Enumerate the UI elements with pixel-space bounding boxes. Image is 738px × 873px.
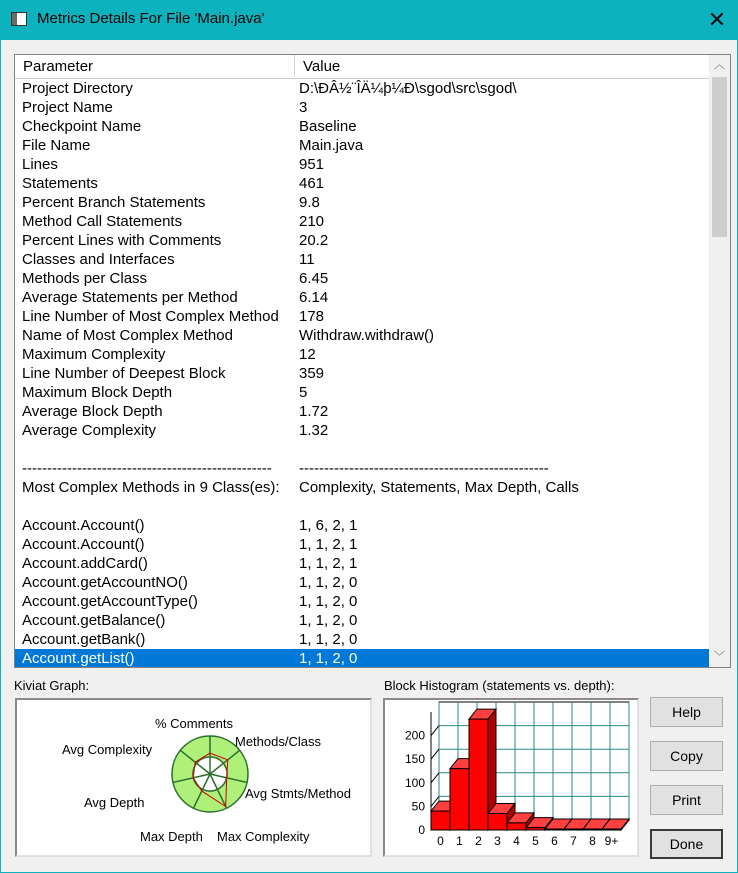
block-histogram [383, 698, 639, 857]
kiviat-svg [17, 700, 370, 855]
metrics-list[interactable] [14, 54, 731, 668]
row-value: 1, 1, 2, 0 [299, 631, 358, 648]
list-row[interactable] [15, 497, 709, 516]
title-bar[interactable] [0, 0, 738, 40]
kiviat-axis-label: Max Depth [140, 829, 203, 844]
row-parameter: Statements [22, 175, 98, 192]
kiviat-axis-label: % Comments [155, 716, 234, 731]
row-value: 20.2 [299, 232, 329, 249]
list-row[interactable] [15, 269, 709, 288]
list-row[interactable] [15, 440, 709, 459]
row-parameter: Average Complexity [22, 422, 156, 439]
row-parameter: Account.Account() [22, 536, 145, 553]
kiviat-label: Kiviat Graph: [14, 678, 90, 693]
kiviat-axis-label: Avg Depth [84, 795, 145, 810]
kiviat-axis-label: Methods/Class [235, 734, 321, 749]
row-value: 1, 6, 2, 1 [299, 517, 358, 534]
histogram-x-tick-label: 1 [456, 834, 463, 848]
row-parameter: Maximum Block Depth [22, 384, 173, 401]
row-parameter: Account.getAccountType() [22, 593, 198, 610]
close-button[interactable]: ✕ [707, 7, 727, 32]
list-row[interactable] [15, 307, 709, 326]
row-parameter: Account.getAccountNO() [22, 574, 188, 591]
row-value: 5 [299, 384, 308, 401]
list-header [15, 55, 709, 79]
list-row[interactable] [15, 592, 709, 611]
list-row[interactable] [15, 174, 709, 193]
row-value: 9.8 [299, 194, 320, 211]
list-row[interactable] [15, 288, 709, 307]
row-parameter: Average Statements per Method [22, 289, 238, 306]
histogram-x-tick-label: 9+ [604, 834, 619, 848]
row-parameter: Project Name [22, 99, 113, 116]
list-row[interactable] [15, 79, 709, 98]
list-row[interactable] [15, 383, 709, 402]
row-parameter: Method Call Statements [22, 213, 183, 230]
done-button[interactable]: Done [650, 829, 723, 859]
list-row[interactable] [15, 98, 709, 117]
row-parameter: Checkpoint Name [22, 118, 142, 135]
list-row[interactable] [15, 136, 709, 155]
row-parameter: Average Block Depth [22, 403, 163, 420]
scroll-down-icon[interactable]: ﹀ [714, 651, 725, 663]
histogram-y-tick-label: 0 [418, 823, 425, 837]
histogram-y-tick-label: 150 [404, 752, 425, 767]
histogram-x-tick-label: 6 [551, 834, 558, 848]
row-value: 951 [299, 156, 325, 173]
row-parameter: Account.getBank() [22, 631, 146, 648]
list-row[interactable] [15, 611, 709, 630]
row-value: 359 [299, 365, 325, 382]
kiviat-graph [15, 698, 372, 857]
row-value: 210 [299, 213, 325, 230]
histogram-x-tick-label: 2 [475, 834, 482, 848]
list-row[interactable] [15, 573, 709, 592]
row-value: 178 [299, 308, 325, 325]
list-row[interactable] [15, 459, 709, 478]
row-value: 1.32 [299, 422, 329, 439]
list-row[interactable] [15, 478, 709, 497]
kiviat-axis-label: Avg Complexity [62, 742, 153, 757]
kiviat-axis-label: Avg Stmts/Method [245, 786, 351, 801]
list-row[interactable] [15, 250, 709, 269]
row-parameter: Account.getList() [22, 650, 135, 667]
histogram-tick-line [431, 773, 439, 783]
list-rows [15, 79, 709, 668]
histogram-x-tick-label: 5 [532, 834, 539, 848]
histogram-svg [385, 700, 637, 855]
row-value: 3 [299, 99, 308, 116]
help-button[interactable]: Help [650, 697, 723, 727]
row-parameter: Lines [22, 156, 58, 173]
row-parameter: Account.getBalance() [22, 612, 166, 629]
list-row[interactable] [15, 231, 709, 250]
histogram-y-tick-label: 200 [404, 728, 425, 743]
row-value: Baseline [299, 118, 357, 135]
row-parameter: Maximum Complexity [22, 346, 166, 363]
list-row[interactable] [15, 421, 709, 440]
window-title: Metrics Details For File 'Main.java' [37, 10, 265, 27]
histogram-tick-line [431, 749, 439, 759]
histogram-x-tick-label: 0 [437, 834, 444, 848]
histogram-label: Block Histogram (statements vs. depth): [384, 678, 615, 693]
list-row[interactable] [15, 326, 709, 345]
list-row[interactable] [15, 212, 709, 231]
row-parameter: Account.addCard() [22, 555, 148, 572]
list-row[interactable] [15, 535, 709, 554]
list-row[interactable] [15, 117, 709, 136]
list-row[interactable] [15, 155, 709, 174]
kiviat-axis-label: Max Complexity [217, 829, 310, 844]
list-row[interactable] [15, 554, 709, 573]
row-value: 1, 1, 2, 1 [299, 555, 358, 572]
histogram-x-tick-label: 8 [589, 834, 596, 848]
row-value: 12 [299, 346, 316, 363]
row-parameter: Line Number of Deepest Block [22, 365, 226, 382]
row-parameter: Line Number of Most Complex Method [22, 308, 279, 325]
histogram-tick-line [431, 726, 439, 736]
row-parameter: Methods per Class [22, 270, 148, 287]
row-parameter: File Name [22, 137, 91, 154]
scroll-up-icon[interactable]: ︿ [714, 59, 725, 71]
row-value: D:\ÐÂ½¨ÎÄ¼þ¼Ð\sgod\src\sgod\ [299, 80, 517, 97]
row-value: 11 [299, 251, 315, 268]
row-value: 6.14 [299, 289, 329, 306]
row-value: Withdraw.withdraw() [299, 327, 435, 344]
copy-button[interactable]: Copy [650, 741, 723, 771]
list-row[interactable] [15, 516, 709, 535]
row-parameter: Classes and Interfaces [22, 251, 175, 268]
list-row[interactable] [15, 193, 709, 212]
row-value: 461 [299, 175, 325, 192]
vertical-scrollbar[interactable] [709, 55, 730, 667]
row-parameter: Name of Most Complex Method [22, 327, 233, 344]
row-parameter: -------------------------------------------------- [22, 460, 272, 477]
row-value: 1, 1, 2, 0 [299, 574, 358, 591]
column-header-value[interactable]: Value [303, 58, 341, 75]
histogram-x-tick-label: 4 [513, 834, 520, 848]
list-row[interactable] [15, 402, 709, 421]
row-value: 1.72 [299, 403, 329, 420]
histogram-y-tick-label: 100 [404, 775, 425, 790]
row-value: -------------------------------------------------- [299, 460, 549, 477]
row-parameter: Account.Account() [22, 517, 145, 534]
row-value: 6.45 [299, 270, 329, 287]
list-row[interactable] [15, 630, 709, 649]
row-value: 1, 1, 2, 0 [299, 593, 358, 610]
window-icon [11, 12, 27, 26]
row-parameter: Most Complex Methods in 9 Class(es): [22, 479, 280, 496]
histogram-y-tick-label: 50 [411, 799, 425, 814]
row-value: 1, 1, 2, 0 [299, 612, 358, 629]
histogram-x-tick-label: 3 [494, 834, 501, 848]
list-row[interactable] [15, 364, 709, 383]
row-value: Main.java [299, 137, 364, 154]
row-value: 1, 1, 2, 0 [299, 650, 358, 667]
row-parameter: Project Directory [22, 80, 133, 97]
row-parameter: Percent Branch Statements [22, 194, 206, 211]
row-value: Complexity, Statements, Max Depth, Calls [299, 479, 579, 496]
print-button[interactable]: Print [650, 785, 723, 815]
histogram-x-tick-label: 7 [570, 834, 577, 848]
column-header-parameter[interactable]: Parameter [15, 55, 295, 77]
list-row[interactable] [15, 345, 709, 364]
list-row[interactable] [15, 649, 709, 668]
row-parameter: Percent Lines with Comments [22, 232, 222, 249]
scrollbar-thumb[interactable] [712, 77, 727, 237]
row-value: 1, 1, 2, 1 [299, 536, 358, 553]
